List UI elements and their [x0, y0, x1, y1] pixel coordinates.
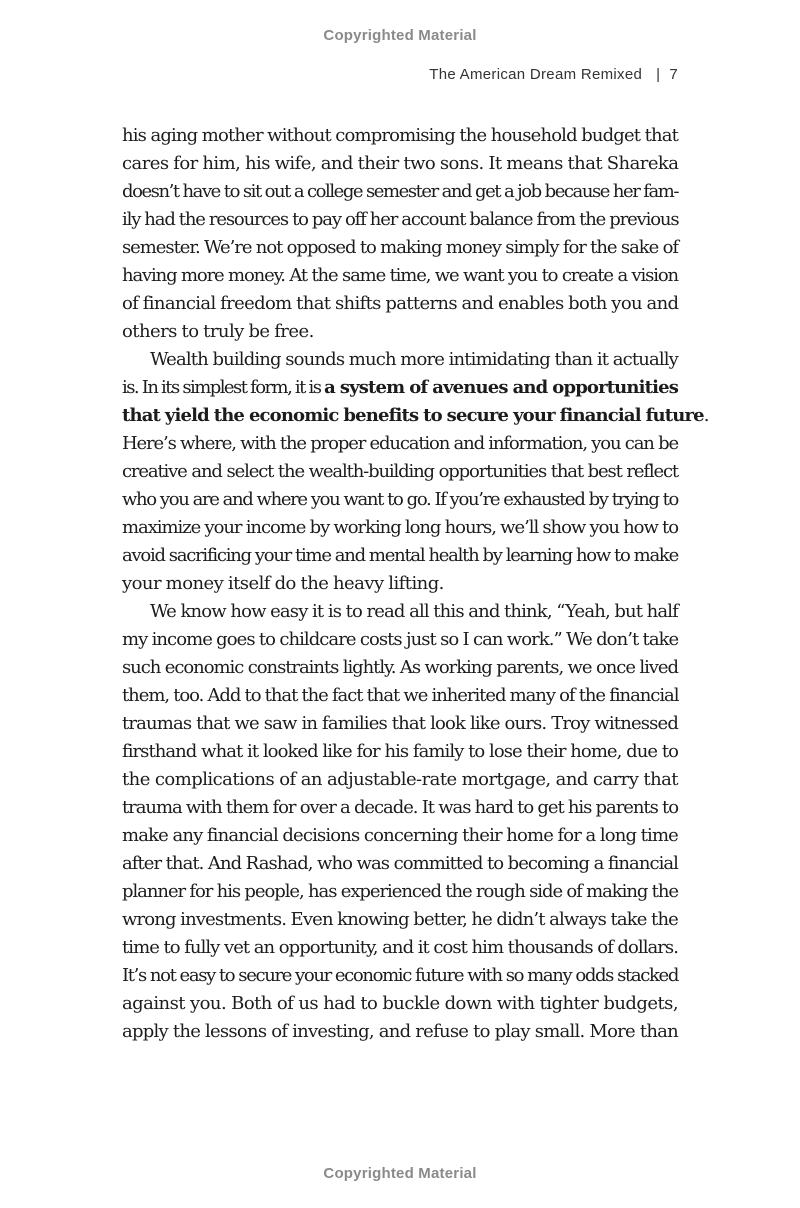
- text-line: We know how easy it is to read all this and think, “Yeah, but half: [150, 601, 678, 622]
- text-line: semester. We’re not opposed to making money simply for the sake of: [122, 237, 678, 258]
- text-line: Here’s where, with the proper education and information, you can be: [122, 433, 678, 454]
- copyright-watermark-bottom: Copyrighted Material: [323, 1165, 477, 1182]
- text-line: the complications of an adjustable-rate mortgage, and carry that: [122, 769, 678, 790]
- text-line: avoid sacrificing your time and mental health by learning how to make: [122, 545, 678, 566]
- text-line: It’s not easy to secure your economic future with so many odds stacked: [122, 965, 678, 986]
- page-number: 7: [669, 66, 678, 83]
- text-line: trauma with them for over a decade. It was hard to get his parents to: [122, 797, 678, 818]
- text-line: ily had the resources to pay off her account balance from the previous: [122, 209, 679, 230]
- text-run: .: [703, 405, 707, 426]
- emphasis-text: a system of avenues and opportunities: [324, 377, 678, 398]
- text-line: time to fully vet an opportunity, and it cost him thousands of dollars.: [122, 937, 678, 958]
- text-line: of financial freedom that shifts patterns and enables both you and: [122, 293, 679, 314]
- text-line: them, too. Add to that the fact that we inherited many of the financial: [122, 685, 679, 706]
- text-line: traumas that we saw in families that look like ours. Troy witnessed: [122, 713, 678, 734]
- text-line: maximize your income by working long hours, we’ll show you how to: [122, 517, 678, 538]
- text-line: firsthand what it looked like for his family to lose their home, due to: [122, 741, 678, 762]
- text-line: planner for his people, has experienced the rough side of making the: [122, 881, 678, 902]
- text-line: such economic constraints lightly. As working parents, we once lived: [122, 657, 678, 678]
- body-text: [122, 122, 707, 1046]
- text-line: cares for him, his wife, and their two sons. It means that Shareka: [122, 153, 679, 174]
- running-header: [429, 66, 678, 83]
- text-line: [122, 402, 707, 430]
- text-line: creative and select the wealth-building opportunities that best reflect: [122, 461, 678, 482]
- text-line: doesn’t have to sit out a college semester and get a job because her fam-: [122, 181, 678, 202]
- text-line: Wealth building sounds much more intimidating than it actually: [150, 349, 678, 370]
- text-line: others to truly be free.: [122, 321, 314, 342]
- text-line: against you. Both of us had to buckle down with tighter budgets,: [122, 993, 678, 1014]
- running-title: The American Dream Remixed: [429, 66, 643, 83]
- text-line: after that. And Rashad, who was committed to becoming a financial: [122, 853, 678, 874]
- text-line: who you are and where you want to go. If you’re exhausted by trying to: [122, 489, 678, 510]
- text-line: apply the lessons of investing, and refuse to play small. More than: [122, 1021, 678, 1042]
- text-line: make any financial decisions concerning their home for a long time: [122, 825, 678, 846]
- copyright-watermark-top: Copyrighted Material: [323, 27, 477, 44]
- text-line: your money itself do the heavy lifting.: [122, 573, 444, 594]
- text-line: having more money. At the same time, we want you to create a vision: [122, 265, 678, 286]
- emphasis-text: that yield the economic benefits to secure your financial future: [122, 405, 704, 426]
- text-run: is. In its simplest form, it is: [122, 377, 325, 398]
- header-separator: |: [656, 66, 661, 83]
- text-line: wrong investments. Even knowing better, he didn’t always take the: [122, 909, 678, 930]
- text-line: [122, 374, 678, 402]
- text-line: my income goes to childcare costs just so I can work.” We don’t take: [122, 629, 679, 650]
- text-line: his aging mother without compromising the household budget that: [122, 125, 678, 146]
